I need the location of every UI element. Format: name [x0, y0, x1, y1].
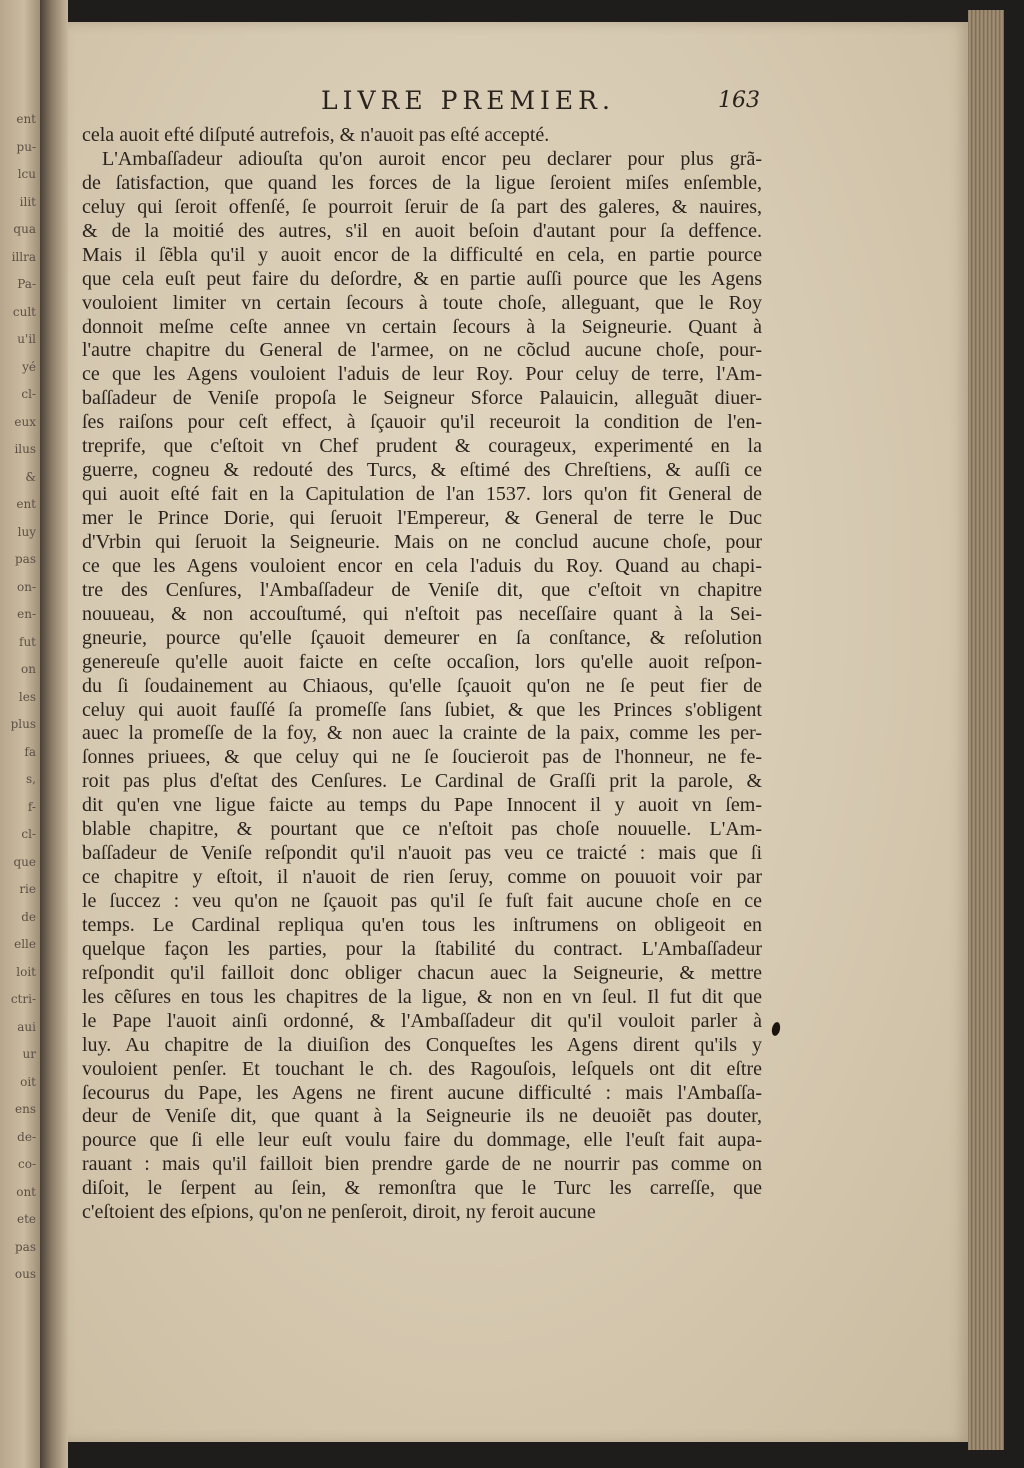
previous-page-fragment: cl-: [21, 827, 36, 841]
previous-page-fragment: ous: [14, 1267, 36, 1281]
text-line: treprife, que c'eſtoit vn Chef prudent & courageux, experimenté en la: [82, 435, 762, 458]
previous-page-fragment: eux: [14, 414, 36, 429]
previous-page-fragment: ens: [15, 1102, 36, 1116]
previous-page-fragment: pu-: [16, 139, 36, 154]
previous-page-edge: [0, 0, 40, 1468]
previous-page-fragment: fa: [24, 744, 36, 759]
previous-page-fragment: ctri-: [10, 992, 36, 1006]
previous-page-fragment: yé: [22, 359, 36, 374]
running-head-title: LIVRE PREMIER.: [321, 86, 615, 115]
text-line: nouueau, & non accouſtumé, qui n'eſtoit pas neceſſaire quant à la Sei-: [82, 602, 762, 625]
text-line: baſſadeur de Veniſe reſpondit qu'il n'auoit pas veu ce traicté : mais que ſi: [82, 842, 762, 865]
previous-page-fragment: cult: [12, 304, 36, 319]
previous-page-fragment: ilit: [19, 194, 36, 209]
text-line: temps. Le Cardinal repliqua qu'en tous les inſtrumens on obligeoit en: [82, 913, 762, 936]
book-page: [68, 22, 968, 1442]
previous-page-fragment: pas: [15, 552, 36, 566]
previous-page-fragment: oit: [20, 1074, 36, 1089]
page-block-edge: [968, 10, 1004, 1450]
text-line: du ſi ſoudainement au Chiaous, qu'elle ſçauoit qu'on ne ſe peut fier de: [82, 674, 762, 697]
previous-page-fragment: Pa-: [17, 277, 36, 291]
text-line: donnoit meſme ceſte annee vn certain ſecours à la Seigneurie. Quant à: [82, 315, 762, 338]
text-line: qui auoit eſté fait en la Capitulation de l'an 1537. lors qu'on fit General de: [82, 483, 762, 506]
previous-page-fragment: f-: [27, 799, 36, 814]
text-line: celuy qui ſeroit offenſé, ſe pourroit ſeruir de ſa part des galeres, & nauires,: [82, 195, 762, 218]
text-line: L'Ambaſſadeur adiouſta qu'on auroit encor peu declarer pour plus grã-: [102, 147, 762, 170]
text-line: ſes raiſons pour ceſt effect, à ſçauoir qu'il receuroit la condition de l'en-: [82, 411, 762, 434]
previous-page-fragment: aui: [17, 1019, 36, 1034]
text-line: les cẽſures en tous les chapitres de la ligue, & non en vn ſeul. Il fut dit que: [82, 985, 762, 1008]
text-line: blable chapitre, & pourtant que ce n'eſtoit pas choſe nouuelle. L'Am-: [82, 818, 762, 841]
text-line: mer le Prince Dorie, qui ſeruoit l'Empereur, & General de terre le Duc: [82, 507, 762, 529]
text-line: de ſatisfaction, que quand les forces de la ligue ſeroient miſes enſemble,: [82, 171, 762, 194]
text-line: ſecourus du Pape, les Agens ne firent aucune difficulté : mais l'Ambaſſa-: [82, 1081, 762, 1104]
text-line: Mais il ſẽbla qu'il y auoit encor de la difficulté en cela, en partie pource: [82, 243, 762, 266]
text-line: celuy qui auoit fauſſé ſa promeſſe ſans ſubiet, & que les Princes s'obligent: [82, 698, 762, 721]
previous-page-fragment: de-: [17, 1129, 36, 1144]
text-line: diſoit, le ſerpent au ſein, & remonſtra que le Turc les carreſſe, que: [82, 1177, 762, 1200]
previous-page-fragment: plus: [10, 717, 36, 731]
text-line: reſpondit qu'il failloit donc obliger chacun auec la Seigneurie, & mettre: [82, 961, 762, 984]
previous-page-fragment: loit: [16, 964, 36, 979]
previous-page-fragment: que: [13, 854, 36, 869]
previous-page-fragment: fut: [19, 634, 36, 649]
previous-page-fragment: qua: [13, 222, 36, 236]
text-line: tre des Cenſures, l'Ambaſſadeur de Veniſe dit, que c'eſtoit vn chapitre: [82, 578, 762, 601]
body-text: [82, 124, 762, 1225]
previous-page-fragment: on-: [16, 579, 36, 594]
text-line: & de la moitié des autres, s'il en auoit beſoin d'autant pour ſa deffence.: [82, 219, 762, 242]
previous-page-fragment: de: [21, 909, 36, 924]
text-line: roit pas plus d'eſtat des Cenſures. Le Cardinal de Graſſi prit la parole, &: [82, 770, 762, 793]
previous-page-fragment: lcu: [17, 167, 36, 181]
previous-page-fragment: elle: [14, 937, 36, 951]
previous-page-fragment: &: [25, 469, 36, 484]
text-line: baſſadeur de Veniſe propoſa le Seigneur Sforce Palauicin, alleguãt diuer-: [82, 387, 762, 410]
text-line: l'autre chapitre du General de l'armee, on ne cõclud aucune choſe, pour-: [82, 339, 762, 362]
running-head: [68, 86, 968, 126]
previous-page-fragment: ete: [16, 1212, 36, 1226]
previous-page-fragment: rie: [19, 882, 36, 896]
text-line: ce que les Agens vouloient encor en cela l'aduis du Roy. Quand au chapi-: [82, 554, 762, 577]
previous-page-fragment: ilus: [14, 442, 36, 456]
previous-page-fragment: illra: [11, 249, 36, 264]
text-line: ce chapitre y eſtoit, il n'auoit de rien ſeruy, comme on pouuoit voir par: [82, 866, 762, 889]
previous-page-fragment: on: [21, 662, 36, 676]
text-line: ce que les Agens vouloient l'aduis de leur Roy. Pour celuy de terre, l'Am-: [82, 363, 762, 386]
ink-blot: [771, 1021, 782, 1036]
text-line: pource que ſi elle leur euſt voulu faire du dommage, elle l'euſt fait aupa-: [82, 1129, 762, 1152]
text-line: le ſuccez : veu qu'on ne ſçauoit pas qu'il ſe fuſt fait aucune choſe en ce: [82, 890, 762, 912]
previous-page-fragment: ur: [22, 1047, 36, 1061]
text-line: dit qu'en vne ligue faicte au temps du Pape Innocent il y auoit vn ſem-: [82, 794, 762, 817]
previous-page-fragment: en-: [17, 607, 36, 621]
previous-page-fragment: u'il: [17, 332, 36, 346]
book-gutter: [40, 0, 68, 1468]
text-line: c'eſtoient des eſpions, qu'on ne penſeroit, diroit, ny feroit aucune: [82, 1201, 596, 1224]
text-line: luy. Au chapitre de la diuiſion des Conqueſtes les Agens dirent qu'ils y: [82, 1033, 762, 1056]
text-line: deur de Veniſe dit, que quant à la Seigneurie ils ne deuoiẽt pas douter,: [82, 1105, 762, 1128]
text-line: cela auoit efté diſputé autrefois, & n'auoit pas eſté accepté.: [82, 124, 550, 146]
text-line: quelque façon les parties, pour la ſtabilité du contract. L'Ambaſſadeur: [82, 937, 762, 960]
previous-page-fragment: luy: [17, 524, 36, 539]
text-line: ſonnes priuees, & que celuy qui ne ſe ſoucieroit pas de l'honneur, ne fe-: [82, 746, 762, 769]
text-line: auec la promeſſe de la foy, & non auec la crainte de la paix, comme les per-: [82, 722, 762, 745]
text-line: gneurie, pource qu'elle ſçauoit demeurer en ſa conſtance, & reſolution: [82, 626, 762, 649]
previous-page-fragment: ont: [16, 1184, 36, 1199]
page-number: 163: [718, 88, 760, 113]
previous-page-fragment: ent: [16, 497, 36, 511]
text-line: que cela euſt peut faire du deſordre, & en partie auſſi pource que les Agens: [82, 267, 762, 290]
text-line: vouloient penſer. Et touchant le ch. des Ragouſois, leſquels ont dit eſtre: [82, 1057, 762, 1080]
text-line: rauant : mais qu'il failloit bien prendre garde de ne nourrir pas comme on: [82, 1153, 762, 1176]
previous-page-fragment: les: [18, 689, 36, 704]
previous-page-fragment: cl-: [21, 387, 36, 401]
text-line: guerre, cogneu & redouté des Turcs, & eſtimé des Chreſtiens, & auſſi ce: [82, 459, 762, 482]
text-line: vouloient limiter vn certain ſecours à toute choſe, alleguant, que le Roy: [82, 291, 762, 314]
previous-page-fragment: co-: [18, 1157, 36, 1171]
previous-page-fragment: pas: [15, 1239, 36, 1254]
previous-page-fragment: ent: [16, 112, 36, 126]
text-line: genereuſe qu'elle auoit faicte en ceſte occaſion, lors qu'elle auoit reſpon-: [82, 650, 762, 673]
text-line: le Pape l'auoit ainſi ordonné, & l'Ambaſſadeur dit qu'il vouloit parler à: [82, 1009, 762, 1032]
text-line: d'Vrbin qui ſeruoit la Seigneurie. Mais on ne conclud aucune choſe, pour: [82, 530, 762, 553]
previous-page-fragment: s,: [26, 772, 36, 786]
